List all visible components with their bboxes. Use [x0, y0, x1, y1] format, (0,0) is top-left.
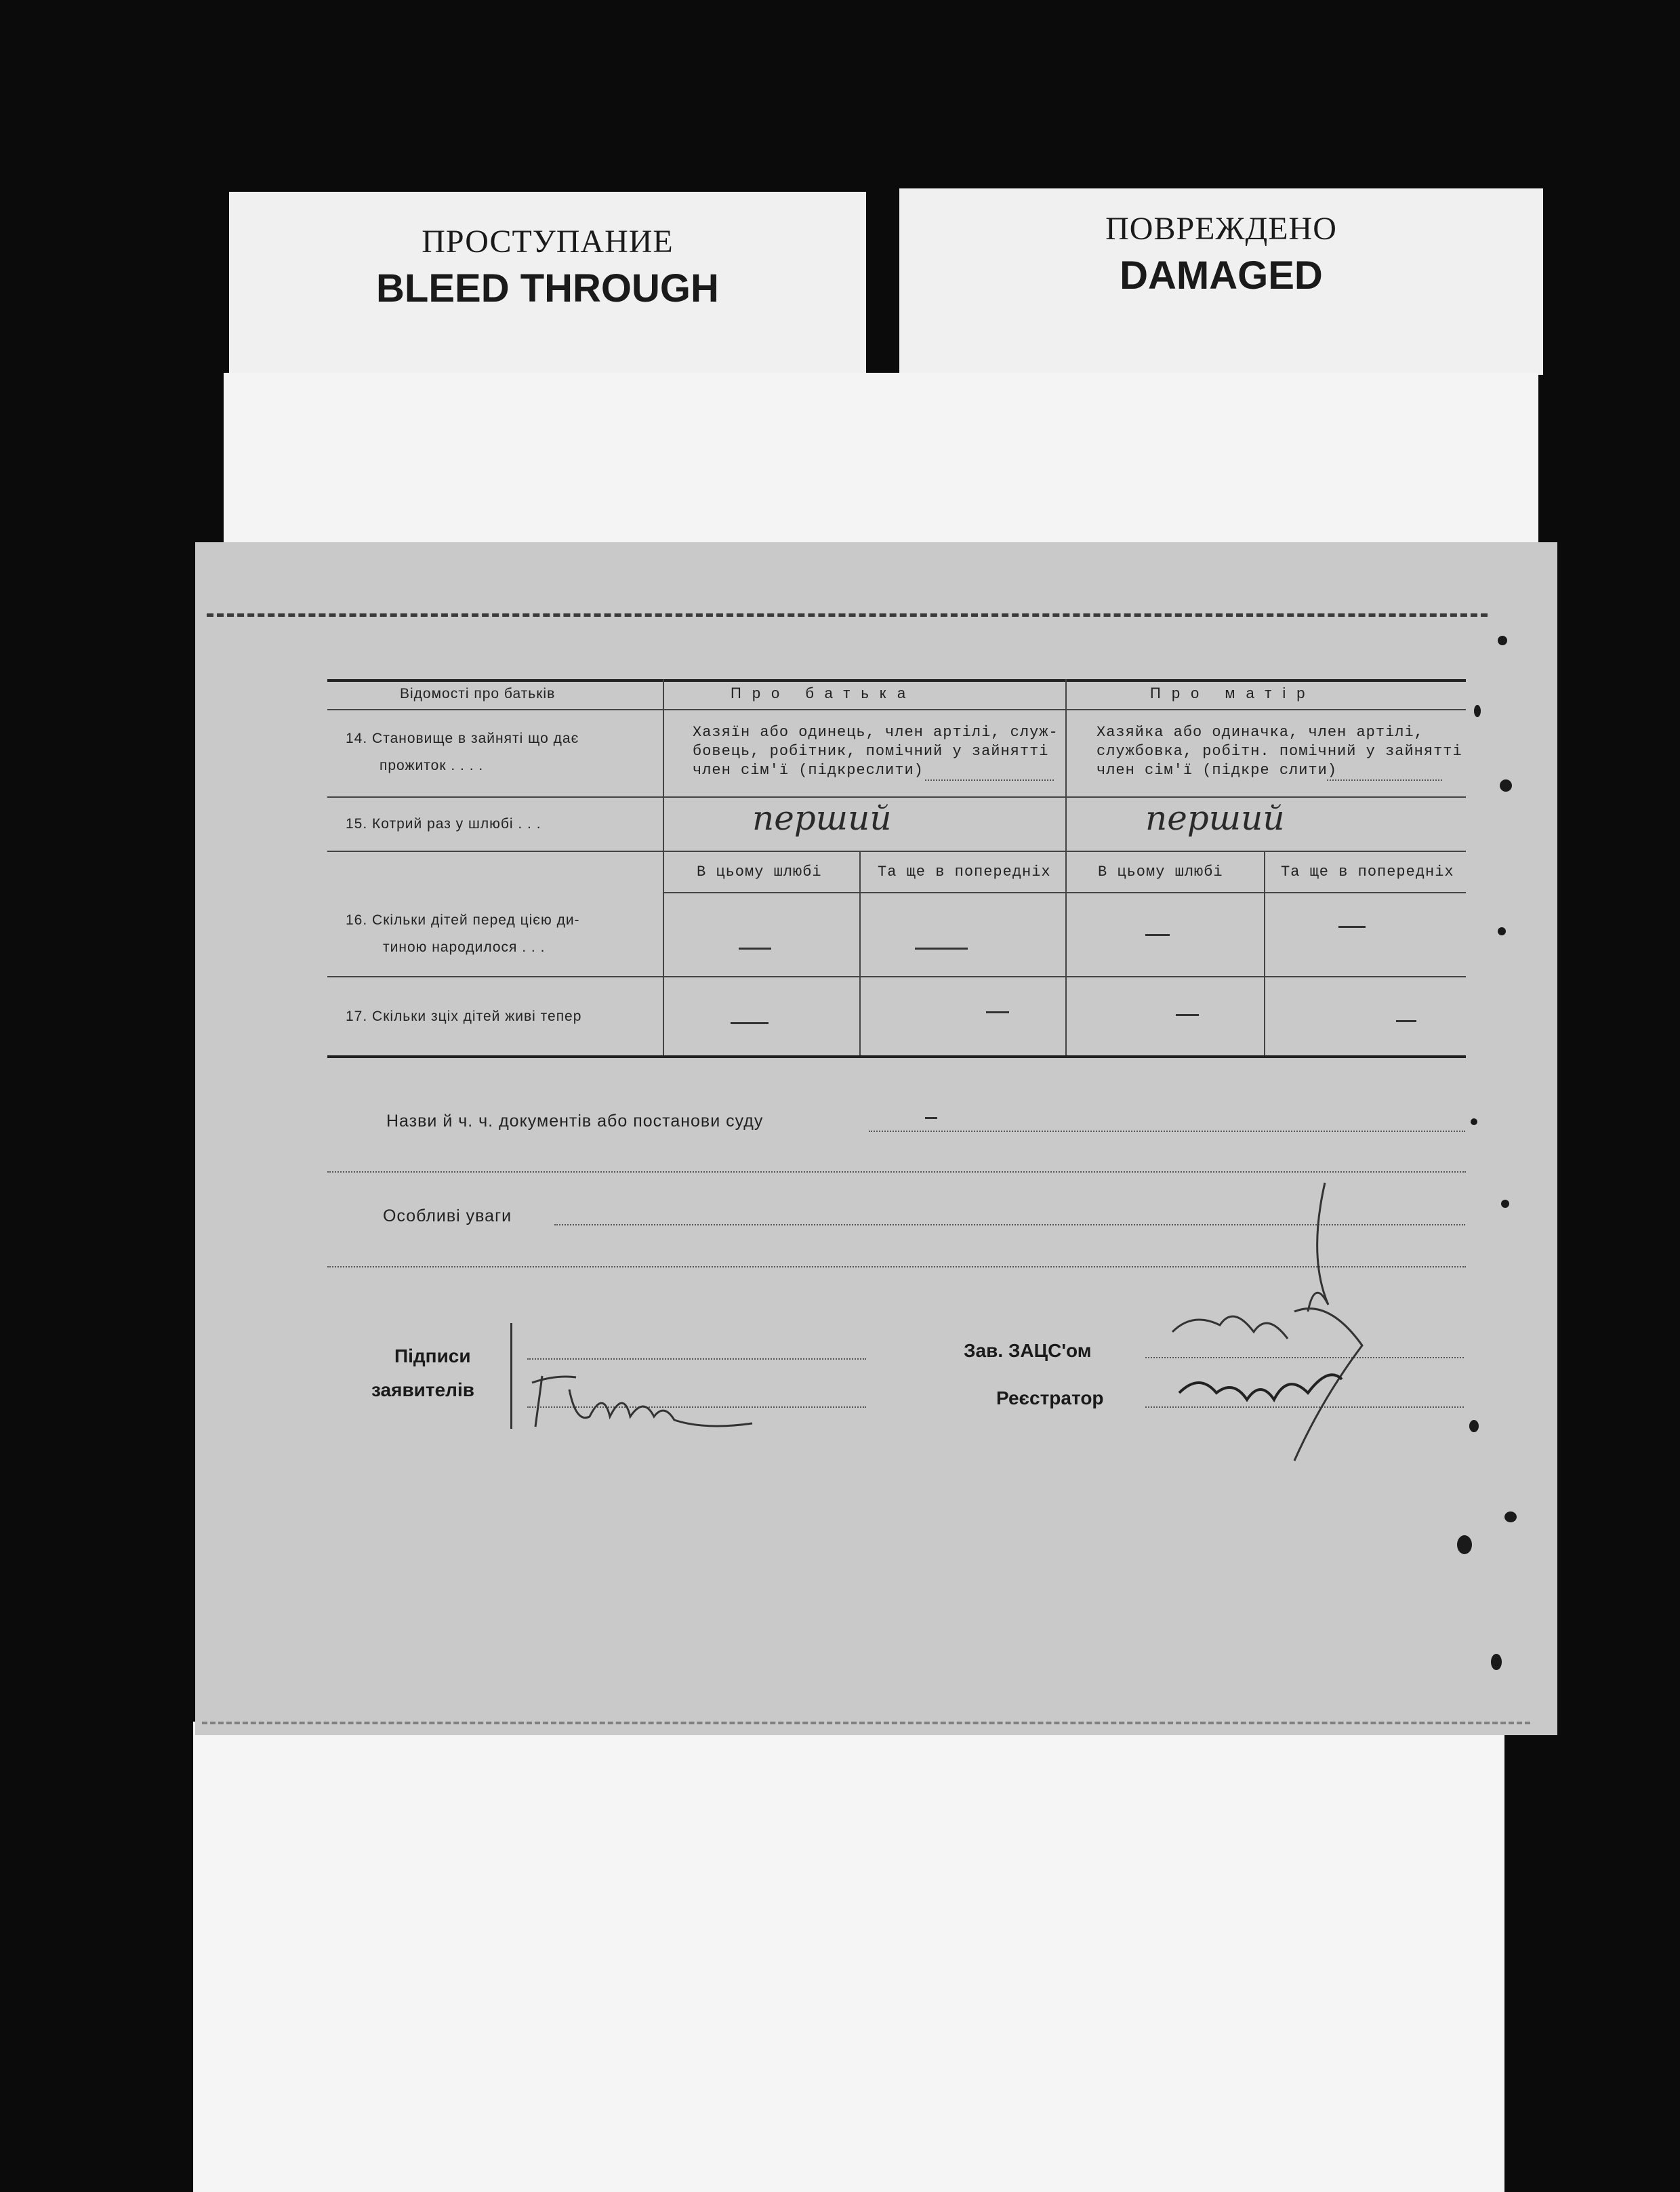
row15-father-handwriting: перший — [752, 798, 892, 838]
damaged-card — [899, 188, 1543, 375]
documents-dash — [925, 1117, 937, 1119]
row14-mother-dotline — [1327, 779, 1442, 781]
row17-dash — [986, 1011, 1009, 1013]
sub-mother-this: В цьому шлюбі — [1098, 864, 1223, 880]
row17-dash — [1396, 1020, 1416, 1022]
head-registrar-signature — [1152, 1176, 1396, 1467]
row15-label: 15. Котрий раз у шлюбі . . . — [346, 816, 541, 832]
registrar-label: Реєстратор — [996, 1387, 1104, 1408]
row14-father-1: Хазяїн або одинець, член артілі, служ- — [693, 724, 1059, 741]
row14-father-2: бовець, робітник, помічний у зайнятті — [693, 743, 1049, 760]
table-rule — [327, 796, 1466, 798]
table-rule — [327, 976, 1466, 977]
head-label: Зав. ЗАЦС'ом — [964, 1340, 1092, 1361]
registration-form — [195, 542, 1557, 1735]
notes-label: Особливі уваги — [383, 1206, 512, 1225]
header-father: Про батька — [731, 685, 917, 702]
backing-sheet — [224, 373, 1538, 549]
row16-dash — [915, 948, 968, 950]
punch-hole — [1457, 1535, 1472, 1554]
sub-father-previous: Та ще в попередніх — [878, 864, 1051, 880]
table-col-divider — [1065, 679, 1067, 1055]
table-col-divider — [663, 679, 664, 1055]
documents-dotline-2 — [327, 1171, 1466, 1173]
applicant-sign-line-1 — [527, 1358, 866, 1360]
punch-hole — [1501, 1200, 1509, 1208]
damaged-en: DAMAGED — [1120, 253, 1323, 298]
row17-label: 17. Скільки зціх дітей живі тепер — [346, 1009, 582, 1024]
applicants-brace — [510, 1323, 512, 1429]
punch-hole — [1491, 1654, 1502, 1670]
table-col-divider — [859, 851, 861, 1055]
perforation-top — [207, 613, 1488, 617]
applicants-label-1: Підписи — [394, 1345, 471, 1366]
documents-dotline — [869, 1131, 1465, 1132]
applicants-label-2: заявителів — [371, 1379, 474, 1400]
punch-hole — [1474, 705, 1481, 717]
table-top-border — [327, 679, 1466, 682]
row14-mother-3: член сім'ї (підкре слити) — [1097, 762, 1338, 779]
punch-hole — [1498, 927, 1506, 935]
table-bottom-border — [327, 1055, 1466, 1058]
row16-dash — [1338, 926, 1366, 928]
row16-label-1: 16. Скільки дітей перед цією ди- — [346, 912, 580, 928]
punch-hole — [1471, 1118, 1477, 1125]
row14-label-1: 14. Становище в зайняті що дає — [346, 731, 579, 746]
table-rule — [327, 851, 1466, 852]
perforation-bottom — [202, 1722, 1530, 1724]
header-info: Відомості про батьків — [400, 686, 556, 702]
row17-dash — [731, 1022, 769, 1024]
damaged-ru: ПОВРЕЖДЕНО — [1105, 211, 1337, 247]
row17-dash — [1176, 1014, 1199, 1016]
backing-sheet-lower — [193, 1722, 1504, 2192]
bleed-through-card — [229, 192, 866, 375]
sub-mother-previous: Та ще в попередніх — [1281, 864, 1454, 880]
row14-mother-2: службовка, робітн. помічний у зайнятті — [1097, 743, 1462, 760]
applicant-signature — [529, 1362, 773, 1437]
table-col-divider — [1264, 851, 1265, 1055]
row16-dash — [739, 948, 771, 950]
header-mother: Про матір — [1150, 685, 1316, 702]
documents-label: Назви й ч. ч. документів або постанови суду — [386, 1112, 764, 1131]
table-rule — [663, 892, 1466, 893]
table-rule — [327, 709, 1466, 710]
row16-label-2: тиною народилося . . . — [383, 939, 546, 955]
row14-label-2: прожиток . . . . — [380, 758, 484, 773]
punch-hole — [1504, 1511, 1517, 1522]
row14-father-dotline — [925, 779, 1054, 781]
bleed-through-ru: ПРОСТУПАНИЕ — [422, 224, 674, 260]
punch-hole — [1469, 1420, 1479, 1432]
punch-hole — [1500, 779, 1512, 792]
row14-father-3: член сім'ї (підкреслити) — [693, 762, 924, 779]
row15-mother-handwriting: перший — [1145, 798, 1285, 838]
punch-hole — [1498, 636, 1507, 645]
row16-dash — [1145, 934, 1170, 936]
row14-mother-1: Хазяйка або одиначка, член артілі, — [1097, 724, 1424, 741]
bleed-through-en: BLEED THROUGH — [376, 266, 719, 310]
sub-father-this: В цьому шлюбі — [697, 864, 822, 880]
